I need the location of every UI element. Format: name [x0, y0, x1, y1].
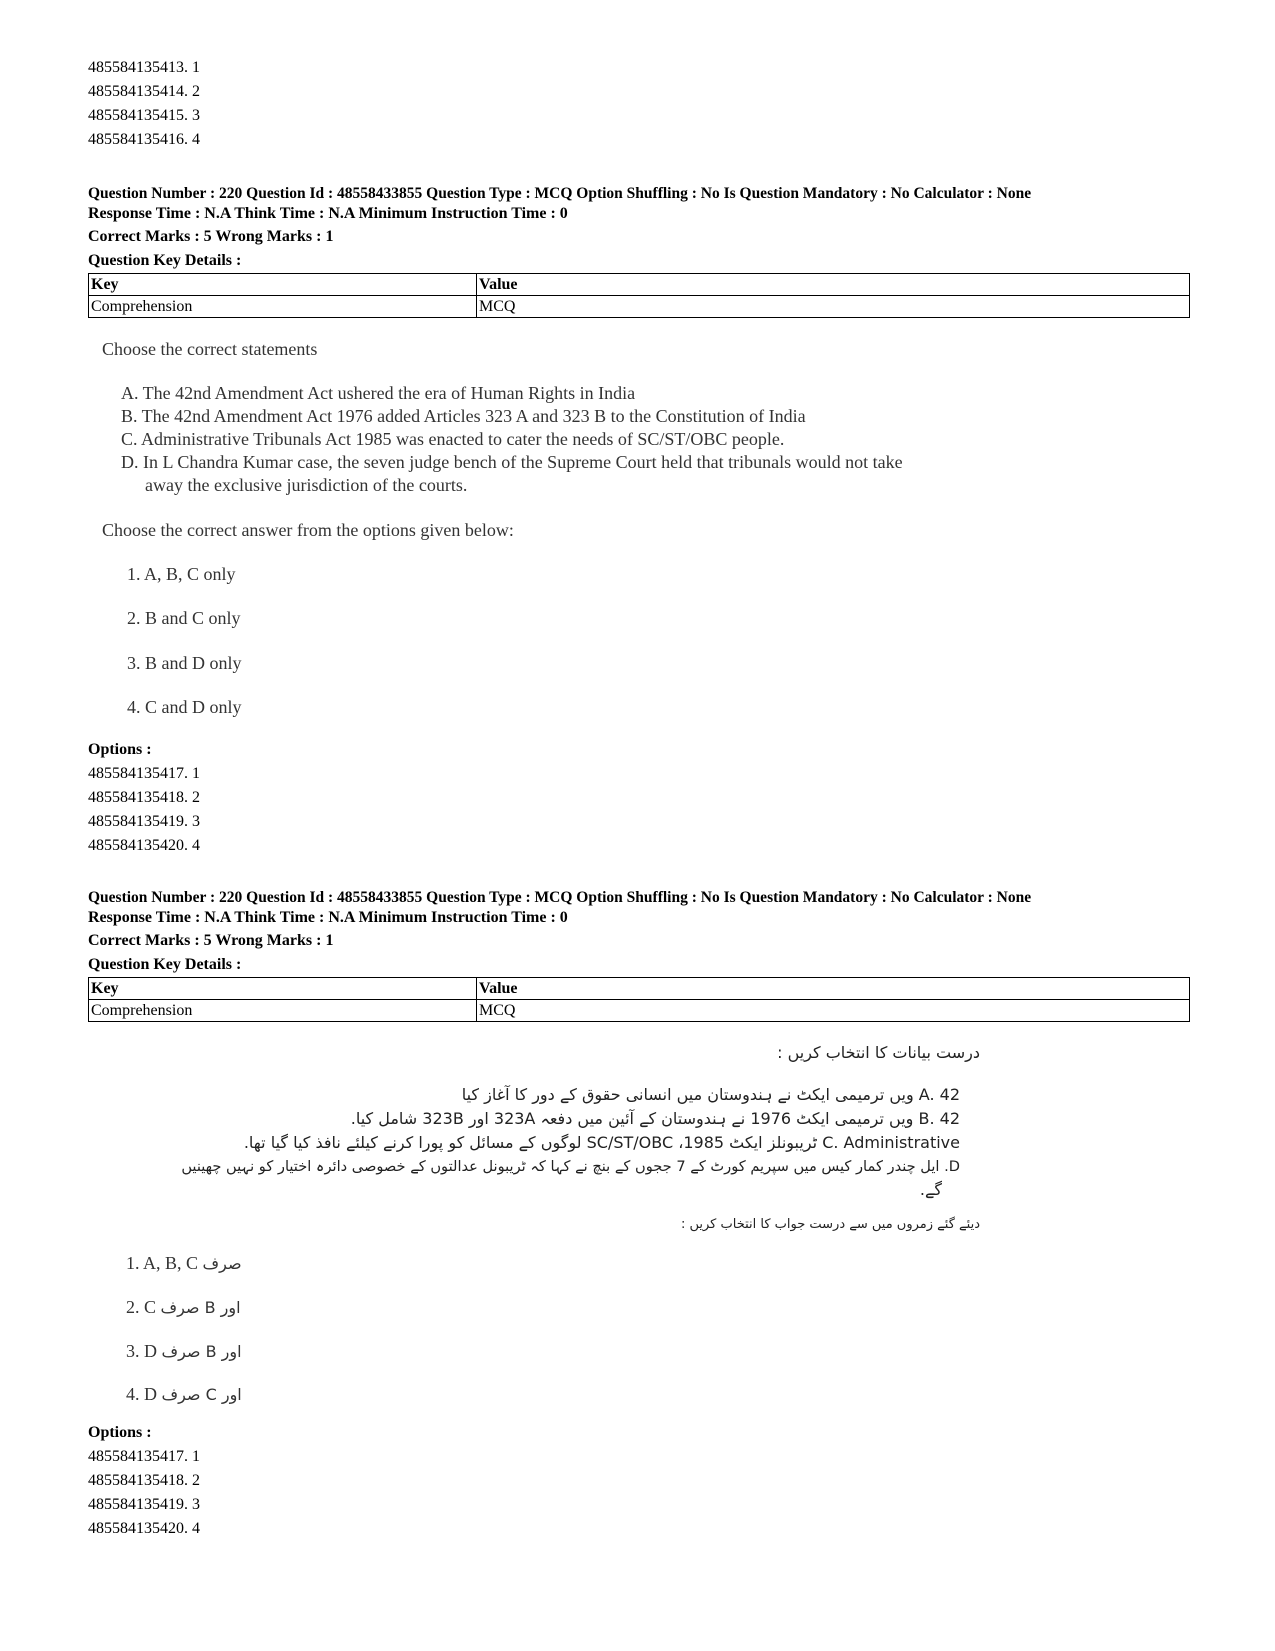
q2-header-line1: Question Number : 220 Question Id : 48558433855 Question Type : MCQ Option Shuffling : No Is Question Mandatory : No Calculator : None [88, 889, 1032, 906]
q2-table-head-value: Value [477, 978, 1190, 1000]
q1-option-3: 485584135419. 3 [88, 813, 200, 830]
q1-table-cell-value: MCQ [477, 296, 1190, 318]
q2-answer-1-num: 1. [126, 1253, 140, 1273]
q1-option-1: 485584135417. 1 [88, 765, 200, 782]
q1-statement-c: C. Administrative Tribunals Act 1985 was enacted to cater the needs of SC/ST/OBC people. [121, 429, 785, 449]
q1-header-line2: Response Time : N.A Think Time : N.A Minimum Instruction Time : 0 [88, 205, 568, 222]
q2-answer-2-urdu: اور B صرف [160, 1298, 241, 1317]
q2-statement-d-cont: گے. [919, 1180, 942, 1199]
q1-prompt: Choose the correct statements [102, 339, 318, 359]
q2-statement-d: D. ایل چندر کمار کیس میں سپریم کورٹ کے 7 ججوں کے بنچ نے کہا کہ ٹریبونل عدالتوں کے خصوصی دائرہ اختیار کو نہیں چھینیں [181, 1158, 960, 1175]
q1-statement-b: B. The 42nd Amendment Act 1976 added Articles 323 A and 323 B to the Constitution of India [121, 406, 806, 426]
q2-statement-c: C. Administrative ٹریبونلز ایکٹ 1985، SC/ST/OBC لوگوں کے مسائل کو پورا کرنے کیلئے نافذ کیا گیا تھا. [243, 1133, 960, 1152]
q2-option-3: 485584135419. 3 [88, 1496, 200, 1513]
q1-answer-2: 2. B and C only [127, 608, 241, 628]
q2-answer-2-num: 2. [126, 1297, 140, 1317]
q1-option-4: 485584135420. 4 [88, 837, 200, 854]
q2-answer-1-urdu: صرف [202, 1254, 242, 1273]
q2-table-cell-value: MCQ [477, 1000, 1190, 1022]
q1-header-line1: Question Number : 220 Question Id : 48558433855 Question Type : MCQ Option Shuffling : No Is Question Mandatory : No Calculator : None [88, 185, 1032, 202]
q2-prompt: درست بیانات کا انتخاب کریں : [777, 1043, 980, 1062]
q2-answer-2 [126, 1297, 241, 1318]
q1-table-cell-key: Comprehension [89, 296, 477, 318]
q2-answer-1 [126, 1253, 242, 1274]
q2-table-head-key: Key [89, 978, 477, 1000]
q1-statement-a: A. The 42nd Amendment Act ushered the era of Human Rights in India [121, 383, 636, 403]
q1-key-table [88, 273, 1190, 318]
q1-table-head-key: Key [89, 274, 477, 296]
q2-table-cell-key: Comprehension [89, 1000, 477, 1022]
q2-choose-prompt: دیئے گئے زمروں میں سے درست جواب کا انتخاب کریں : [680, 1217, 980, 1232]
q2-option-4: 485584135420. 4 [88, 1520, 200, 1537]
q2-key-table [88, 977, 1190, 1022]
q2-option-1: 485584135417. 1 [88, 1448, 200, 1465]
q1-choose-prompt: Choose the correct answer from the options given below: [102, 520, 514, 540]
top-option-2: 485584135414. 2 [88, 83, 200, 100]
q1-key-details-label: Question Key Details : [88, 252, 242, 269]
q2-answer-1-latin: A, B, C [143, 1253, 199, 1273]
q1-marks: Correct Marks : 5 Wrong Marks : 1 [88, 228, 334, 245]
top-option-4: 485584135416. 4 [88, 131, 200, 148]
top-option-1: 485584135413. 1 [88, 59, 200, 76]
q2-option-2: 485584135418. 2 [88, 1472, 200, 1489]
q2-answer-4-urdu: اور C صرف [161, 1385, 242, 1404]
q1-option-2: 485584135418. 2 [88, 789, 200, 806]
q2-answer-3-latin: D [144, 1341, 157, 1361]
q2-key-details-label: Question Key Details : [88, 956, 242, 973]
q2-answer-4-num: 4. [126, 1384, 140, 1404]
q2-statement-b: B. 42 ویں ترمیمی ایکٹ 1976 نے ہندوستان کے آئین میں دفعہ 323A اور 323B شامل کیا. [350, 1109, 960, 1128]
q2-answer-4-latin: D [144, 1384, 157, 1404]
q2-statement-a: A. 42 ویں ترمیمی ایکٹ نے ہندوستان میں انسانی حقوق کے دور کا آغاز کیا [461, 1085, 960, 1104]
q1-table-head-value: Value [477, 274, 1190, 296]
q2-options-label: Options : [88, 1424, 152, 1441]
q1-answer-4: 4. C and D only [127, 697, 242, 717]
q2-marks: Correct Marks : 5 Wrong Marks : 1 [88, 932, 334, 949]
q2-header-line2: Response Time : N.A Think Time : N.A Minimum Instruction Time : 0 [88, 909, 568, 926]
q1-answer-3: 3. B and D only [127, 653, 242, 673]
q1-statement-d-cont: away the exclusive jurisdiction of the courts. [145, 475, 468, 495]
q1-answer-1: 1. A, B, C only [127, 564, 236, 584]
q2-answer-2-latin: C [144, 1297, 157, 1317]
q2-answer-3 [126, 1341, 242, 1362]
top-option-3: 485584135415. 3 [88, 107, 200, 124]
q2-answer-3-urdu: اور B صرف [161, 1342, 242, 1361]
q2-answer-3-num: 3. [126, 1341, 140, 1361]
q1-options-label: Options : [88, 741, 152, 758]
q1-statement-d: D. In L Chandra Kumar case, the seven judge bench of the Supreme Court held that tribunals would not take [121, 452, 903, 472]
q2-answer-4 [126, 1384, 242, 1405]
